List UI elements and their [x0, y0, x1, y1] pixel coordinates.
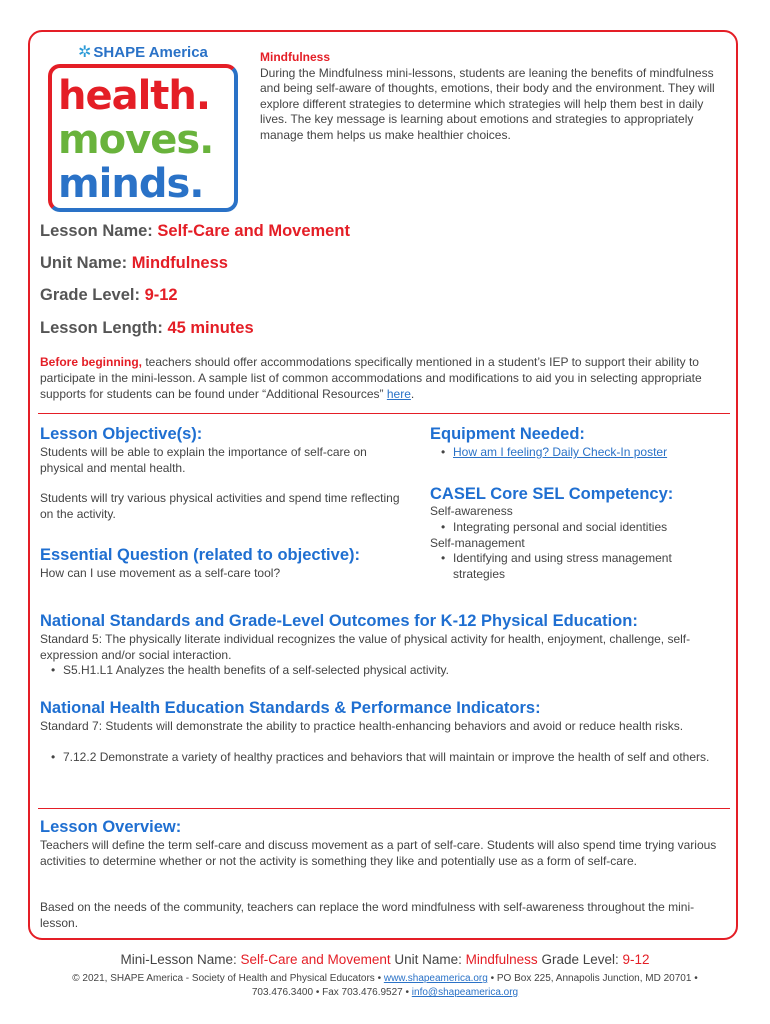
- health-moves-minds-logo: [46, 42, 240, 214]
- unit-name: Unit Name: Mindfulness: [40, 254, 228, 272]
- essential-question: How can I use movement as a self-care tool?: [40, 566, 281, 580]
- star-person-icon: ✲: [78, 44, 92, 61]
- grade-level: Grade Level: 9-12: [40, 286, 178, 304]
- equipment-heading: Equipment Needed:: [430, 425, 585, 443]
- national-he-item: • 7.12.2 Demonstrate a variety of healthy practices and behaviors that will maintain or improve the health of self and others.: [63, 749, 718, 765]
- objective-1: Students will be able to explain the importance of self-care on physical and mental health.: [40, 445, 367, 475]
- national-he-standard: Standard 7: Students will demonstrate the ability to practice health-enhancing behaviors and avoid or reduce health risks.: [40, 719, 684, 733]
- national-pe-standard: Standard 5: The physically literate individual recognizes the value of physical activity for health, enjoyment, challenge, self-expression and/or social interaction.: [40, 632, 691, 662]
- footer-lesson-info: Mini-Lesson Name: Self-Care and Movement Unit Name: Mindfulness Grade Level: 9-12: [120, 952, 650, 967]
- daily-check-in-link[interactable]: How am I feeling? Daily Check-In poster: [453, 445, 668, 459]
- lesson-length: Lesson Length: 45 minutes: [40, 319, 254, 337]
- objective-2: Students will try various physical activities and spend time reflecting on the activity.: [40, 491, 400, 521]
- intro-block: [260, 50, 720, 143]
- essential-question-heading: Essential Question (related to objective):: [40, 546, 360, 564]
- national-pe-heading: National Standards and Grade-Level Outcomes for K-12 Physical Education:: [40, 612, 638, 630]
- overview-paragraph-2: Based on the needs of the community, teachers can replace the word mindfulness with self-awareness throughout the mini-lesson.: [40, 900, 695, 930]
- casel-category-2: Self-management: [430, 536, 525, 550]
- before-beginning-note: Before beginning, teachers should offer accommodations specifically mentioned in a student’s IEP to support their ability to participate in the mini-lesson. A sample list of common accommodations and modifications to aid you in selecting appropriate supports for students can be found under “Additional Resources” here.: [40, 355, 702, 401]
- lesson-overview-heading: Lesson Overview:: [40, 818, 182, 836]
- logo-word-minds: minds.: [58, 161, 204, 207]
- logo-word-moves: moves.: [58, 117, 214, 163]
- casel-category-1: Self-awareness: [430, 504, 513, 518]
- casel-item-2: • Identifying and using stress management strategies: [453, 550, 713, 582]
- intro-body: During the Mindfulness mini-lessons, students are leaning the benefits of mindfulness and being self-aware of thoughts, emotions, their body and the environment. They will explore different strategies to determine which strategies will help them best in daily lives. The key message is learning about emotions and strategies to appropriately manage them helps us make healthier choices.: [260, 65, 715, 142]
- shape-america-logo: ✲ SHAPE America: [78, 44, 208, 61]
- casel-item-1: • Integrating personal and social identities: [453, 519, 723, 535]
- national-pe-item: • S5.H1.L1 Analyzes the health benefits of a self-selected physical activity.: [63, 662, 713, 678]
- lesson-objectives-heading: Lesson Objective(s):: [40, 425, 203, 443]
- casel-heading: CASEL Core SEL Competency:: [430, 485, 674, 503]
- footer-contact: © 2021, SHAPE America - Society of Health and Physical Educators • www.shapeamerica.org • PO Box 225, Annapolis Junction, MD 20701 • 703.476.3400 • Fax 703.476.9527 • info@shapeamerica.org: [72, 973, 698, 998]
- overview-paragraph-1: Teachers will define the term self-care and discuss movement as a part of self-care. Students will also spend time trying various activities to determine whether or not the activity is something they like and potentially use as a form of self-care.: [40, 838, 717, 868]
- logo-word-health: health.: [58, 73, 211, 119]
- website-link[interactable]: www.shapeamerica.org: [383, 973, 488, 984]
- divider: [38, 413, 730, 414]
- lesson-name: Lesson Name: Self-Care and Movement: [40, 222, 350, 240]
- intro-heading: Mindfulness: [260, 50, 331, 64]
- national-he-heading: National Health Education Standards & Performance Indicators:: [40, 699, 541, 717]
- email-link[interactable]: info@shapeamerica.org: [411, 987, 519, 998]
- divider: [38, 808, 730, 809]
- here-link[interactable]: here: [386, 387, 411, 401]
- equipment-item: [453, 444, 723, 460]
